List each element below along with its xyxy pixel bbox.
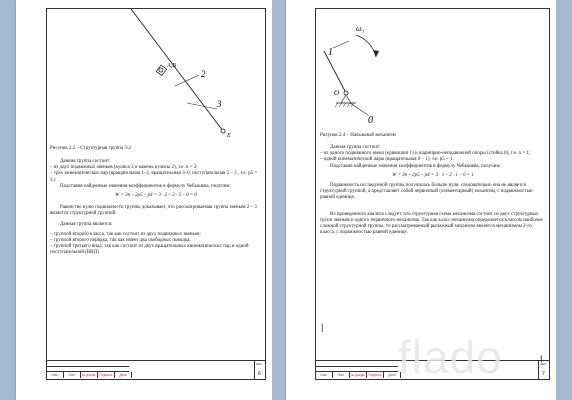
ibeam-pointer-icon: I bbox=[540, 354, 543, 364]
omega-arc bbox=[356, 35, 376, 57]
stamp-cell: Дата bbox=[384, 372, 401, 378]
chebyshev-intro: Подставив найденные значения коэффициентов в формулу Чебышева, получим: bbox=[60, 183, 231, 189]
label-e: E bbox=[227, 133, 231, 139]
mobility-formula: W = 3n – 2p5 – p4 = 3 · 2 – 2 · 3 – 0 = 0 bbox=[115, 193, 197, 199]
label-1: 1 bbox=[328, 47, 333, 58]
figure-caption: Рисунок 2.2 – Структурная группа 3-2 bbox=[50, 146, 132, 151]
chebyshev-intro: Подставив найденные значения коэффициентов в формулу Чебышева, получим: bbox=[330, 163, 501, 169]
list-item: – трёх кинематических пар (вращательная 1–2, вращательная 3–0, поступательная 2 – 3 , т.е. p5 = 3.) bbox=[50, 171, 258, 183]
sheet-number-box bbox=[254, 361, 265, 379]
stamp-cell: Подпись bbox=[367, 372, 384, 378]
left-window-edge bbox=[0, 0, 16, 400]
stamp-cell: Дата bbox=[115, 372, 132, 378]
stamp-cell: Лист bbox=[64, 372, 81, 378]
group-title: Данная группа состоит: bbox=[330, 145, 381, 150]
structural-group-diagram bbox=[117, 9, 237, 139]
label-omega: ω₁ bbox=[356, 24, 365, 33]
group-composition bbox=[320, 145, 546, 236]
leader-2 bbox=[175, 75, 199, 86]
joint-ab bbox=[159, 68, 163, 72]
list-item: – группой второго порядка, так как имеет два свободных поводка; bbox=[50, 238, 191, 244]
stamp-cell: № докум. bbox=[350, 373, 366, 377]
conclusion-paragraph: Равенство нулю подвижности группы доказывает, что рассматриваемая группа звеньев 2 – 3 является структурной группой. bbox=[50, 205, 257, 217]
analysis-paragraph: Из проведенного анализа следует, что структурная схема механизма состоит из двух структурных групп звеньев и одного первичного механизма. Так как класс механизма определяется классом наиболее сложной структурной группы, то рассматриваемый рычажный механизм является механизмом 2-го класса, с подвижностью равной единице. bbox=[320, 211, 543, 236]
stamp-cell: Изм. bbox=[47, 372, 64, 378]
list-item: – из двух подвижных звеньев (кулиса 3 и камень кулисы 2), т.е. n = 2; bbox=[50, 165, 198, 171]
arrow-icon bbox=[373, 50, 379, 57]
joint-o bbox=[344, 91, 348, 95]
figure-caption: Рисунок 2.4 – Начальный механизм bbox=[320, 133, 396, 138]
list-item: – из одного подвижного звена (кривошип 1) и шарнирно-неподвижной опоры (стойка 0), т.е. n = 1; bbox=[320, 151, 531, 157]
group-composition bbox=[50, 159, 262, 257]
classification-title: Данная группа является: bbox=[60, 221, 113, 227]
label-o: O bbox=[334, 89, 340, 97]
sheet-number: 6 bbox=[258, 371, 261, 377]
support-leg bbox=[346, 95, 351, 103]
label-0: 0 bbox=[368, 115, 373, 126]
leader-3 bbox=[187, 103, 217, 109]
drawing-frame bbox=[46, 8, 266, 380]
right-window-edge bbox=[556, 0, 572, 400]
leader-0 bbox=[350, 103, 368, 115]
page-gap bbox=[272, 0, 286, 400]
list-item: – группой второго класса, так как состоит из двух подвижных звеньев; bbox=[50, 231, 201, 237]
label-ab: A,B bbox=[167, 63, 176, 69]
stamp-cell: Лист bbox=[333, 372, 350, 378]
watermark: flado bbox=[398, 331, 503, 383]
initial-mechanism-diagram bbox=[320, 19, 400, 129]
conclusion-paragraph: Подвижность исследуемой группы получилась больше нуля, следовательно она не является структурной группой, а представляет собой первичный (элементарный) механизм, с подвижностью равной единице. bbox=[320, 183, 533, 201]
link-3-line bbox=[131, 9, 223, 131]
stamp-cell: № докум. bbox=[81, 373, 97, 377]
title-block bbox=[47, 360, 265, 379]
sheet-label: Лист bbox=[256, 362, 263, 366]
mobility-formula: W = 3n – 2p5 – p4 = 3 · 1 – 2 · 1 – 0 = 1 bbox=[392, 172, 474, 178]
support-leg bbox=[341, 95, 346, 103]
joint-e bbox=[221, 129, 225, 133]
sheet-label: Лист bbox=[540, 362, 547, 366]
label-2: 2 bbox=[201, 69, 206, 79]
list-item: – группой третьего вида, так как состоит из двух вращательных кинематических пар и одной поступательной (ВВП). bbox=[50, 244, 249, 256]
group-title: Данная группа состоит: bbox=[60, 159, 111, 164]
leader-1 bbox=[333, 41, 349, 48]
stamp-cell: Изм. bbox=[316, 372, 333, 378]
list-item: – одной кинематической пары (вращательная 0 – 1), т.е. p5 = 1. bbox=[320, 157, 454, 163]
label-3: 3 bbox=[217, 99, 222, 109]
document-page-left bbox=[16, 0, 272, 400]
stamp-cell: Подпись bbox=[98, 372, 115, 378]
text-cursor-icon: | bbox=[321, 322, 324, 332]
drawing-frame bbox=[315, 8, 550, 380]
sheet-number: 7 bbox=[542, 371, 545, 377]
